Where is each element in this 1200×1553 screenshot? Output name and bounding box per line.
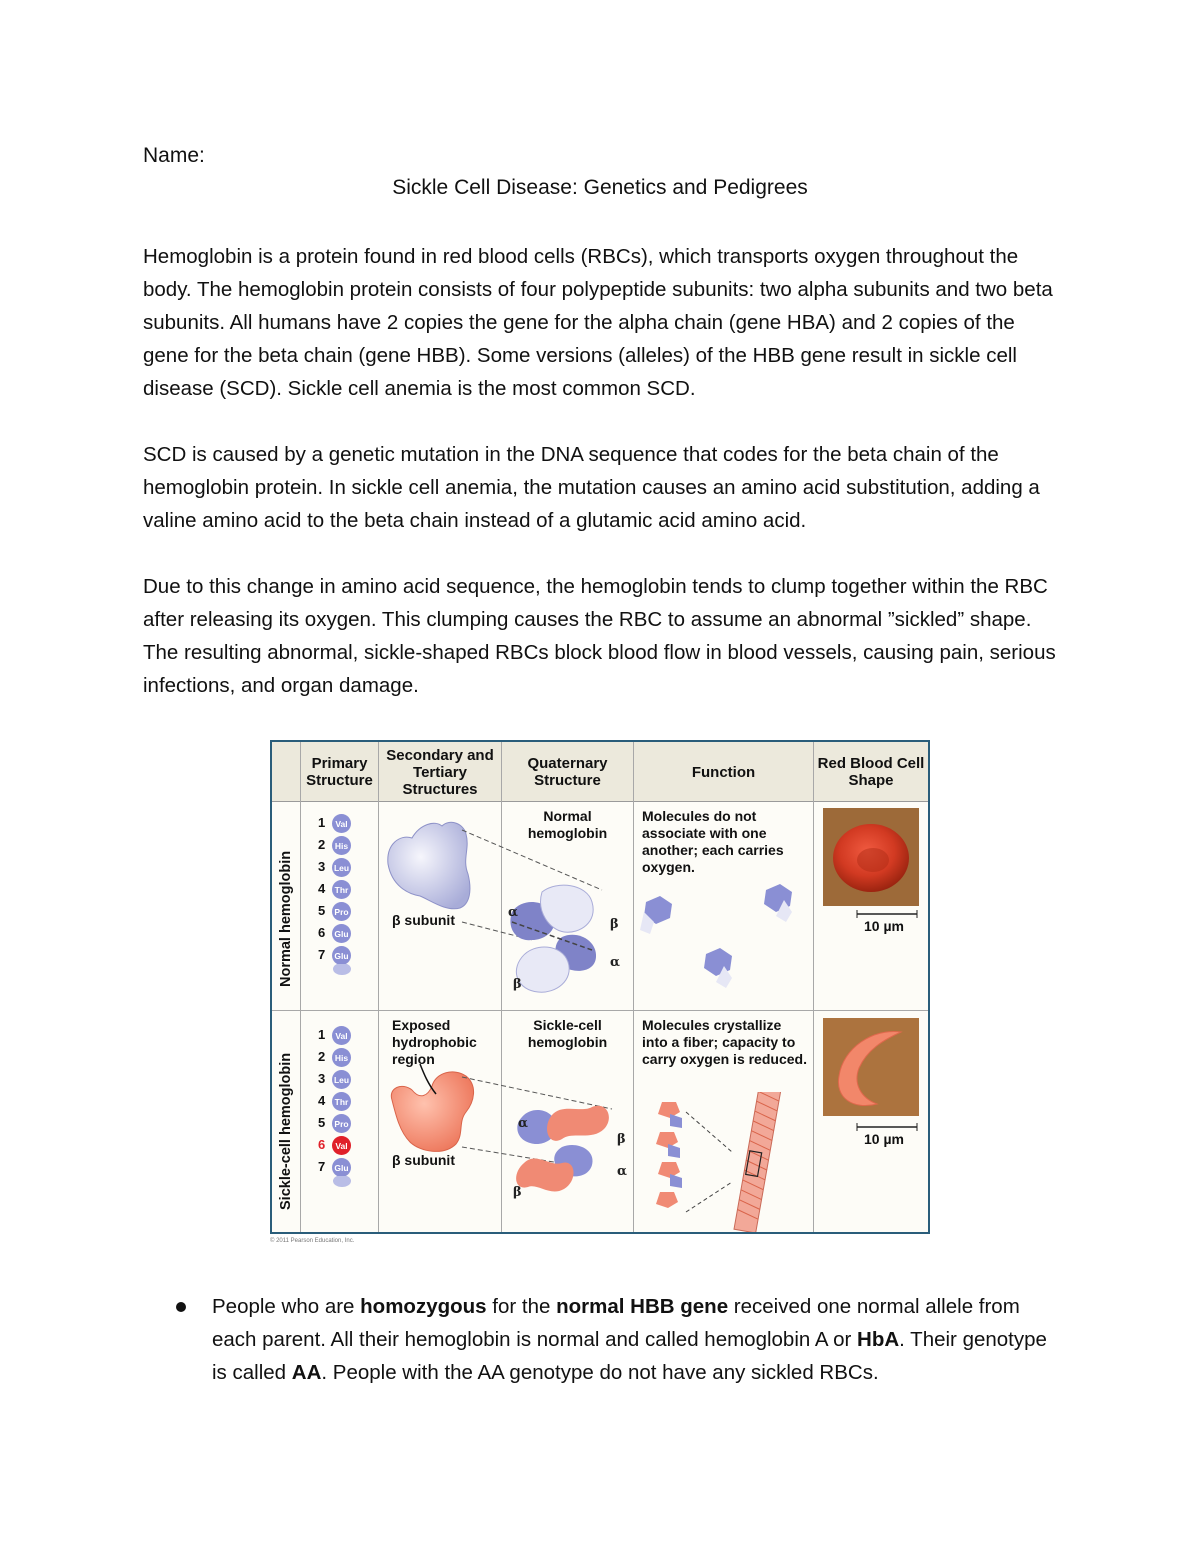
- alpha-label: α: [518, 1116, 529, 1131]
- bold-term-normal-hbb: normal HBB gene: [556, 1295, 729, 1318]
- amino-acid-bead: Thr: [332, 1092, 351, 1111]
- amino-acid-bead: Leu: [332, 1070, 351, 1089]
- bullet-text: [212, 1290, 1062, 1389]
- normal-tetramer-shape: [452, 822, 637, 1002]
- bullet-text-part: received one normal allele from each parent. All their hemoglobin is normal and called hemoglobin A or: [212, 1295, 1020, 1351]
- amino-acid-bead: Glu: [332, 946, 351, 965]
- col-header-function: Function: [691, 763, 756, 781]
- amino-acid-bead: His: [332, 1048, 351, 1067]
- normal-quaternary-label: Normal hemoglobin: [527, 808, 608, 841]
- name-label: Name:: [143, 144, 205, 167]
- position-number: 5: [318, 1115, 326, 1130]
- amino-acid-bead: Leu: [332, 858, 351, 877]
- amino-acid-bead: Glu: [332, 1158, 351, 1177]
- position-number: 2: [318, 1049, 326, 1064]
- bold-term-hba: HbA: [857, 1328, 900, 1351]
- position-number: 3: [318, 1071, 326, 1086]
- row-label-normal: Normal hemoglobin: [278, 850, 294, 987]
- beta-label: β: [513, 977, 522, 992]
- row-label-sickle: Sickle-cell hemoglobin: [278, 1052, 294, 1210]
- sickle-function-text: Molecules crystallize into a fiber; capacity to carry oxygen is reduced.: [642, 1017, 807, 1067]
- sickle-scale-label: 10 µm: [864, 1131, 904, 1147]
- position-number: 7: [318, 947, 326, 962]
- beta-label: β: [513, 1185, 522, 1200]
- paragraph-hemoglobin: Hemoglobin is a protein found in red blood cells (RBCs), which transports oxygen throughout the body. The hemoglobin protein consists of four polypeptide subunits: two alpha subunits and two beta subunits. All humans have 2 copies the gene for the alpha chain (gene HBA) and 2 copies of the gene for the beta chain (gene HBB). Some versions (alleles) of the HBB gene result in sickle cell disease (SCD). Sickle cell anemia is the most common SCD.: [143, 245, 1053, 400]
- amino-acid-bead: Val: [332, 814, 351, 833]
- position-number-mutant: 6: [318, 1137, 326, 1152]
- amino-acid-bead: Pro: [332, 902, 351, 921]
- normal-subunit-label: β subunit: [392, 912, 455, 928]
- hemoglobin-figure: [270, 740, 930, 1234]
- position-number: 1: [318, 815, 326, 830]
- normal-function-text: Molecules do not associate with one another; each carries oxygen.: [642, 808, 784, 875]
- beta-label: β: [617, 1132, 626, 1147]
- amino-acid-bead: Glu: [332, 924, 351, 943]
- grid-line: [272, 1010, 928, 1011]
- sickle-quaternary-label: Sickle-cell hemoglobin: [527, 1017, 608, 1050]
- sickle-tetramer-shape: [452, 1067, 637, 1217]
- col-header-secondary: Secondary and Tertiary Structures: [386, 746, 494, 798]
- fiber-illustration: [634, 1092, 812, 1232]
- paragraph-sickling: Due to this change in amino acid sequence, the hemoglobin tends to clump together within the RBC after releasing its oxygen. This clumping causes the RBC to assume an abnormal ”sickled” shape. The resulting abnormal, sickle-shaped RBCs block blood flow in blood vessels, causing pain, serious infections, and organ damage.: [143, 575, 1056, 697]
- grid-line: [378, 742, 379, 1232]
- grid-line: [813, 742, 814, 1232]
- col-header-rbc-shape: Red Blood Cell Shape: [817, 755, 925, 789]
- bullet-dot: [176, 1302, 186, 1312]
- position-number: 3: [318, 859, 326, 874]
- chain-tail: [332, 1176, 352, 1190]
- bullet-text-part: . People with the AA genotype do not have any sickled RBCs.: [321, 1361, 879, 1384]
- position-number: 2: [318, 837, 326, 852]
- sickle-rbc-image: [823, 1018, 919, 1116]
- chain-tail: [332, 964, 352, 978]
- col-header-primary: Primary Structure: [306, 755, 373, 789]
- col-header-quaternary: Quaternary Structure: [527, 755, 608, 789]
- sickle-subunit-label: β subunit: [392, 1152, 455, 1168]
- amino-acid-bead: Pro: [332, 1114, 351, 1133]
- exposed-region-label: Exposed hydrophobic region: [392, 1017, 477, 1067]
- alpha-label: α: [617, 1164, 628, 1179]
- figure-credit: © 2011 Pearson Education, Inc.: [270, 1238, 355, 1244]
- bullet-text-part: . Their genotype is called: [212, 1328, 1047, 1384]
- amino-acid-bead: Thr: [332, 880, 351, 899]
- amino-acid-bead: Val: [332, 1026, 351, 1045]
- paragraph-scd-cause: SCD is caused by a genetic mutation in the DNA sequence that codes for the beta chain of the hemoglobin protein. In sickle cell anemia, the mutation causes an amino acid substitution, adding a valine amino acid to the beta chain instead of a glutamic acid amino acid.: [143, 443, 1040, 532]
- position-number: 5: [318, 903, 326, 918]
- free-molecules-illustration: [634, 882, 812, 1007]
- bold-term-aa: AA: [291, 1361, 322, 1384]
- position-number: 6: [318, 925, 326, 940]
- position-number: 7: [318, 1159, 326, 1174]
- page-title: Sickle Cell Disease: Genetics and Pedigrees: [392, 176, 808, 199]
- alpha-label: α: [508, 905, 519, 920]
- alpha-label: α: [610, 955, 621, 970]
- amino-acid-bead: His: [332, 836, 351, 855]
- mutant-amino-acid-bead: Val: [332, 1136, 351, 1155]
- bullet-text-part: for the: [486, 1295, 557, 1318]
- bold-term-homozygous: homozygous: [360, 1295, 487, 1318]
- bullet-text-part: People who are: [212, 1295, 361, 1318]
- normal-rbc-image: [823, 808, 919, 906]
- position-number: 1: [318, 1027, 326, 1042]
- position-number: 4: [318, 1093, 326, 1108]
- position-number: 4: [318, 881, 326, 896]
- beta-label: β: [610, 917, 619, 932]
- normal-scale-label: 10 µm: [864, 918, 904, 934]
- bullet-item-homozygous: [172, 1290, 1062, 1389]
- grid-line: [300, 742, 301, 1232]
